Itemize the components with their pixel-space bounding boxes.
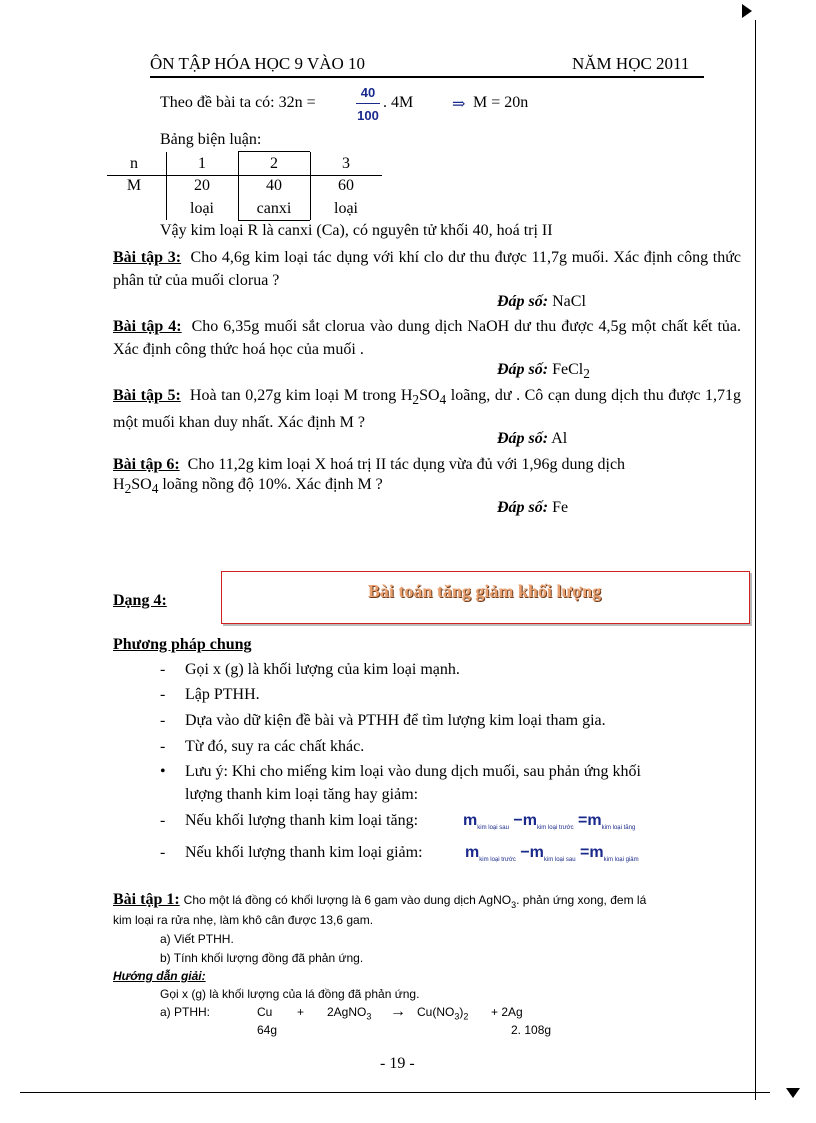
table-note-2: canxi: [256, 200, 292, 217]
exercise-1-label: Bài tập 1:: [113, 891, 180, 908]
exercise-3-text: Cho 4,6g kim loại tác dụng với khí clo dư thu được 11,7g muối. Xác định công thức phân tử của muối clorua ?: [113, 249, 742, 289]
answer-label: Đáp số:: [497, 293, 549, 310]
exercise-4-text: Cho 6,35g muối sắt clorua vào dung dịch NaOH dư thu được 4,5g một chất kết tủa. Xác định công thức hoá học của muối .: [113, 318, 742, 358]
header-underline: [150, 76, 704, 78]
exercise-1-text-a: Cho một lá đồng có khối lượng là 6 gam vào dung dịch AgNO: [183, 893, 512, 907]
table-vline-3: [310, 152, 311, 220]
sub-after: kim loại sau: [477, 825, 509, 832]
corner-arrow-right: [742, 4, 752, 18]
equation-prefix: Theo đề bài ta có: 32n =: [160, 94, 316, 111]
question-b: b) Tính khối lượng đồng đã phản ứng.: [160, 951, 364, 965]
table-header-m: M: [126, 177, 142, 194]
question-a: a) Viết PTHH.: [160, 932, 234, 946]
table-box-top: [238, 151, 310, 152]
answer-value: FeCl: [552, 361, 584, 378]
table-n-2: 2: [270, 155, 278, 172]
note-line-2: lượng thanh kim loại tăng hay giảm:: [185, 786, 419, 803]
exercise-6-line2: [113, 476, 383, 497]
exercise-1: [113, 891, 646, 910]
h-symbol: H: [113, 476, 125, 493]
sub-4: 4: [151, 481, 159, 497]
conclusion: Vậy kim loại R là canxi (Ca), có nguyên tử khối 40, hoá trị II: [160, 222, 553, 239]
exercise-6-answer: [497, 499, 568, 517]
so-symbol: SO: [131, 476, 152, 493]
exercise-5-answer: [497, 430, 567, 448]
plus-sign: +: [297, 1005, 305, 1019]
table-m-3: 60: [338, 177, 354, 194]
sub-3: 3: [366, 1011, 372, 1022]
method-item: Lập PTHH.: [185, 686, 260, 703]
agno-symbol: 2AgNO: [327, 1005, 367, 1019]
table-n-3: 3: [342, 155, 350, 172]
method-item-mark: -: [160, 712, 166, 729]
m-symbol: m: [465, 844, 480, 861]
equation-label: a) PTHH:: [160, 1005, 211, 1019]
answer-label: Đáp số:: [497, 361, 549, 378]
equals-sign: =: [580, 844, 590, 861]
answer-subscript: 2: [583, 366, 590, 382]
product-cuno32: [417, 1005, 468, 1021]
exercise-6-text-b: loãng nồng độ 10%. Xác định M ?: [162, 476, 383, 493]
answer-value: NaCl: [552, 293, 586, 310]
sub-before: kim loại trước: [479, 857, 516, 864]
sub-before: kim loại trước: [536, 825, 574, 832]
table-m-1: 20: [194, 177, 210, 194]
fraction-bar: [356, 103, 380, 104]
guide-title: Hướng dẫn giải:: [113, 969, 206, 983]
table-header-n: n: [130, 155, 138, 172]
decrease-formula: [465, 844, 639, 863]
exercise-6-label: Bài tập 6:: [113, 456, 180, 473]
fraction-denominator: 100: [357, 108, 379, 123]
sub-decrease: kim loại giảm: [603, 857, 639, 864]
method-item-mark: -: [160, 738, 166, 755]
header-right: NĂM HỌC 2011: [572, 54, 690, 73]
table-box-bottom: [238, 220, 310, 221]
table-n-1: 1: [198, 155, 206, 172]
minus-sign: −: [513, 812, 523, 829]
page-number: - 19 -: [380, 1055, 415, 1072]
method-item: Gọi x (g) là khối lượng của kim loại mạnh.: [185, 661, 460, 678]
m-symbol: m: [529, 844, 544, 861]
exercise-6: [113, 453, 741, 476]
exercise-5-label: Bài tập 5:: [113, 387, 181, 404]
exercise-3-answer: [497, 293, 586, 311]
exercise-6-text-a: Cho 11,2g kim loại X hoá trị II tác dụng vừa đủ với 1,96g dung dịch: [187, 456, 626, 473]
table-title: Bảng biện luận:: [160, 131, 262, 148]
section-title: Bài toán tăng giảm khối lượng: [367, 581, 602, 601]
increase-formula: [463, 812, 635, 831]
mass-cu: 64g: [257, 1023, 278, 1037]
exercise-5-text-b: SO: [419, 387, 440, 404]
table-m-2: 40: [266, 177, 282, 194]
reactant-agno3: [327, 1005, 371, 1021]
exercise-4: [113, 315, 741, 361]
method-item: Từ đó, suy ra các chất khác.: [185, 738, 365, 755]
corner-arrow-down: [786, 1088, 800, 1098]
answer-value: Fe: [552, 499, 569, 516]
reaction-arrow: →: [390, 1003, 406, 1020]
table-note-1: loại: [190, 200, 214, 217]
sub-4: 4: [439, 392, 447, 408]
fraction-numerator: 40: [360, 85, 376, 100]
method-item: Dựa vào dữ kiện đề bài và PTHH để tìm lượng kim loại tham gia.: [185, 712, 606, 729]
product-ag: + 2Ag: [491, 1005, 523, 1019]
sub-2: 2: [463, 1011, 469, 1022]
equation-suffix: . 4M: [383, 94, 414, 111]
exercise-3-label: Bài tập 3:: [113, 249, 182, 266]
answer-label: Đáp số:: [497, 430, 549, 447]
close-paren: ): [459, 1005, 464, 1019]
m-symbol: m: [463, 812, 478, 829]
equals-sign: =: [578, 812, 588, 829]
guide-line-1: Gọi x (g) là khối lượng của lá đồng đã phản ứng.: [160, 987, 420, 1001]
equation-result: M = 20n: [473, 94, 529, 111]
sub-2: 2: [412, 392, 420, 408]
note-line-1: Lưu ý: Khi cho miếng kim loại vào dung dịch muối, sau phản ứng khối: [185, 763, 641, 780]
sub-2: 2: [124, 481, 132, 497]
table-vline-2: [238, 152, 239, 220]
exercise-3: [113, 246, 741, 292]
method-item-mark: -: [160, 686, 166, 703]
table-hline: [107, 175, 382, 176]
decrease-rule: Nếu khối lượng thanh kim loại giảm:: [185, 844, 423, 861]
table-vline-1: [166, 152, 167, 220]
header-left: ÔN TẬP HÓA HỌC 9 VÀO 10: [150, 54, 366, 73]
sub-3: 3: [511, 900, 517, 911]
cuno-symbol: Cu(NO: [417, 1005, 455, 1019]
note-bullet: •: [160, 763, 166, 780]
method-item-mark: -: [160, 844, 166, 861]
implies-arrow: ⇒: [452, 96, 466, 113]
m-symbol: m: [589, 844, 604, 861]
exercise-4-answer: [497, 361, 590, 382]
section-label: Dạng 4:: [113, 592, 167, 609]
m-symbol: m: [587, 812, 602, 829]
mass-ag: 2. 108g: [511, 1023, 552, 1037]
sub-3: 3: [454, 1011, 460, 1022]
exercise-1-line2: kim loại ra rửa nhẹ, làm khô cân được 13,6 gam.: [113, 913, 374, 927]
sub-after: kim loại sau: [543, 857, 576, 864]
minus-sign: −: [520, 844, 530, 861]
answer-label: Đáp số:: [497, 499, 549, 516]
exercise-5: [113, 384, 741, 434]
right-border-line: [755, 20, 756, 1100]
method-item-mark: -: [160, 812, 166, 829]
table-note-3: loại: [334, 200, 358, 217]
m-symbol: m: [522, 812, 537, 829]
sub-increase: kim loại tăng: [601, 825, 636, 832]
exercise-5-text-c: loãng, dư . Cô cạn dung dịch thu được 1,71g một muối khan duy nhất. Xác định M ?: [113, 387, 742, 432]
answer-value: Al: [551, 430, 568, 447]
bottom-border-line: [20, 1092, 770, 1093]
method-item-mark: -: [160, 661, 166, 678]
method-title: Phương pháp chung: [113, 636, 252, 653]
exercise-5-text-a: Hoà tan 0,27g kim loại M trong H: [189, 387, 413, 404]
exercise-1-text-b: . phản ứng xong, đem lá: [516, 893, 647, 907]
increase-rule: Nếu khối lượng thanh kim loại tăng:: [185, 812, 419, 829]
reactant-cu: Cu: [257, 1005, 273, 1019]
exercise-4-label: Bài tập 4:: [113, 318, 182, 335]
